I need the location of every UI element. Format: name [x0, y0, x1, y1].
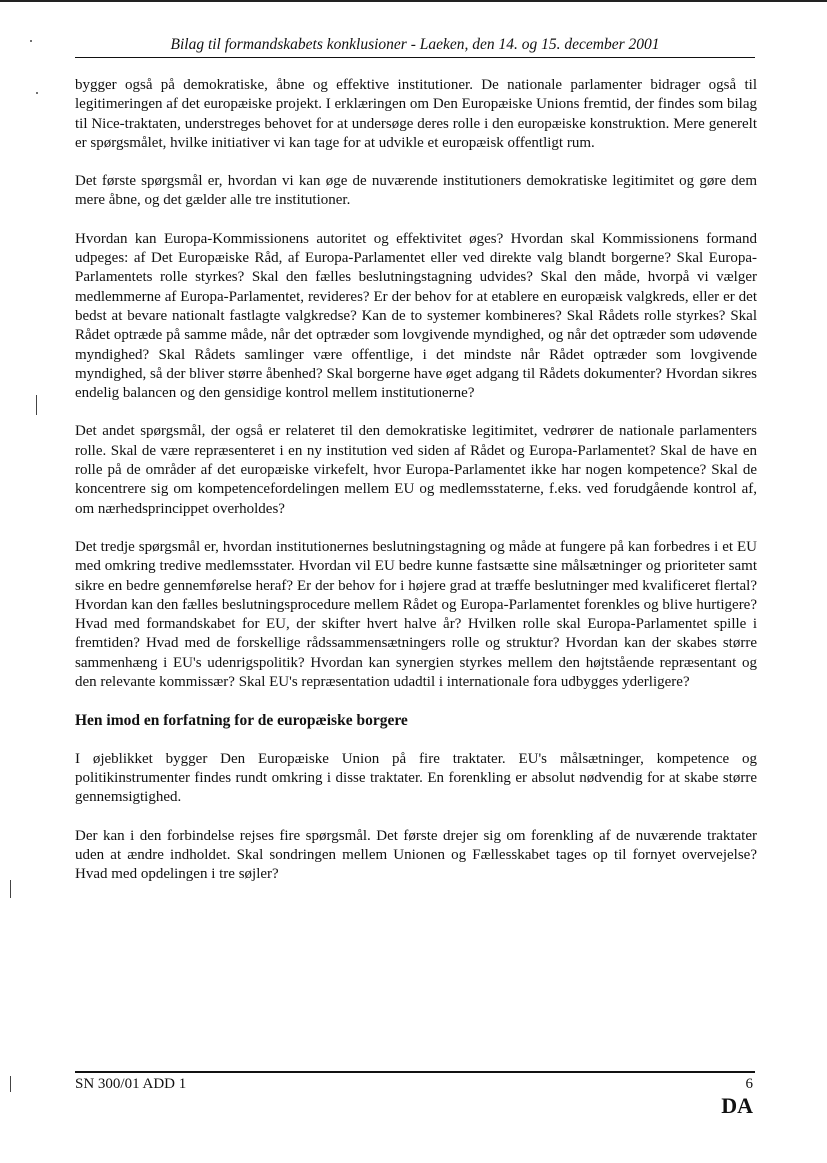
paragraph: Det tredje spørgsmål er, hvordan institutionernes beslutningstagning og måde at fungere på kan forbedres i et EU med omkring tredive medlemsstater. Hvordan vil EU bedre kunne fastsætte sine målsætninger og prioriteter samt sikre en bedre gennemførelse heraf? Er der behov for i højere grad at træffe beslutninger med kvalificeret flertal? Hvordan kan den fælles beslutningsprocedure mellem Rådet og Europa-Parlamentet forenkles og blive hurtigere? Hvad med formandskabet for EU, der skifter hvert halve år? Hvilken rolle skal Europa-Parlamentet spille i fremtiden? Hvad med de forskellige rådssammensætningers rolle og struktur? Hvordan kan der skabes større sammenhæng i EU's udenrigspolitik? Hvordan kan synergien styrkes mellem den højtstående repræsentant og den relevante kommissær? Skal EU's repræsentation udadtil i internationale fora udbygges yderligere?	[75, 538, 757, 691]
section-heading: Hen imod en forfatning for de europæiske borgere	[75, 712, 408, 730]
document-body	[75, 76, 757, 903]
language-code: DA	[721, 1093, 753, 1118]
paragraph: Det andet spørgsmål, der også er relateret til den demokratiske legitimitet, vedrører de nationale parlamenters rolle. Skal de være repræsenteret i en ny institution ved siden af Rådet og Europa-Parlamentet? Skal de have en rolle på de områder af det europæiske virkefelt, hvor Europa-Parlamentet ikke har nogen kompetence? Skal de koncentrere sig om kompetencefordelingen mellem EU og medlemsstaterne, f.eks. ved forudgående kontrol af, om nærhedsprincippet overholdes?	[75, 423, 757, 517]
scan-speck	[36, 92, 38, 94]
top-border	[0, 0, 827, 2]
paragraph: I øjeblikket bygger Den Europæiske Union på fire traktater. EU's målsætninger, kompetence og politikinstrumenter findes rundt omkring i disse traktater. En forenkling er absolut nødvendig for at skabe større gennemsigtighed.	[75, 750, 757, 806]
document-reference: SN 300/01 ADD 1	[75, 1076, 187, 1092]
scan-margin-mark	[10, 1076, 11, 1092]
paragraph: Hvordan kan Europa-Kommissionens autoritet og effektivitet øges? Hvordan skal Kommissionens formand udpeges: af Det Europæiske Råd, af Europa-Parlamentet eller ved direkte valg blandt borgerne? Skal Europa-Parlamentets rolle styrkes? Skal den fælles beslutningstagning udvides? Skal den måde, hvorpå vi vælger medlemmerne af Europa-Parlamentet, revideres? Er der behov for at etablere en europæisk valgkreds, eller er det bedst at bevare nationalt fastlagte valgkredse? Kan de to systemer kombineres? Skal Rådets rolle styrkes? Skal Rådet optræde på samme måde, når det optræder som lovgivende myndighed, og når det optræder som udøvende myndighed? Skal Rådets samlinger være offentlige, i det mindste når Rådet optræder som lovgivende myndighed, så der bliver større åbenhed? Skal borgerne have øget adgang til Rådets dokumenter? Hvordan sikres endelig balancen og den gensidige kontrol mellem institutionerne?	[75, 230, 757, 402]
page-number: 6	[745, 1076, 753, 1092]
scan-margin-mark	[10, 880, 11, 898]
paragraph: Det første spørgsmål er, hvordan vi kan øge de nuværende institutioners demokratiske legitimitet og gøre dem mere åbne, og det gælder alle tre institutioner.	[75, 173, 757, 209]
paragraph: Der kan i den forbindelse rejses fire spørgsmål. Det første drejer sig om forenkling af de nuværende traktater uden at ændre indholdet. Skal sondringen mellem Unionen og Fællesskabet tages op til fornyet overvejelse? Hvad med opdelingen i tre søjler?	[75, 827, 757, 883]
paragraph: bygger også på demokratiske, åbne og effektive institutioner. De nationale parlamenter bidrager også til legitimeringen af det europæiske projekt. I erklæringen om Den Europæiske Unions fremtid, der findes som bilag til Nice-traktaten, understreges behovet for at undersøge deres rolle i den europæiske konstruktion. Mere generelt er spørgsmålet, hvilke initiativer vi kan tage for at udvikle et europæisk offentligt rum.	[75, 77, 757, 151]
footer-rule	[75, 1071, 755, 1073]
page-header: Bilag til formandskabets konklusioner - Laeken, den 14. og 15. december 2001	[75, 36, 755, 58]
scan-margin-mark	[36, 395, 37, 415]
scan-speck	[30, 40, 32, 42]
